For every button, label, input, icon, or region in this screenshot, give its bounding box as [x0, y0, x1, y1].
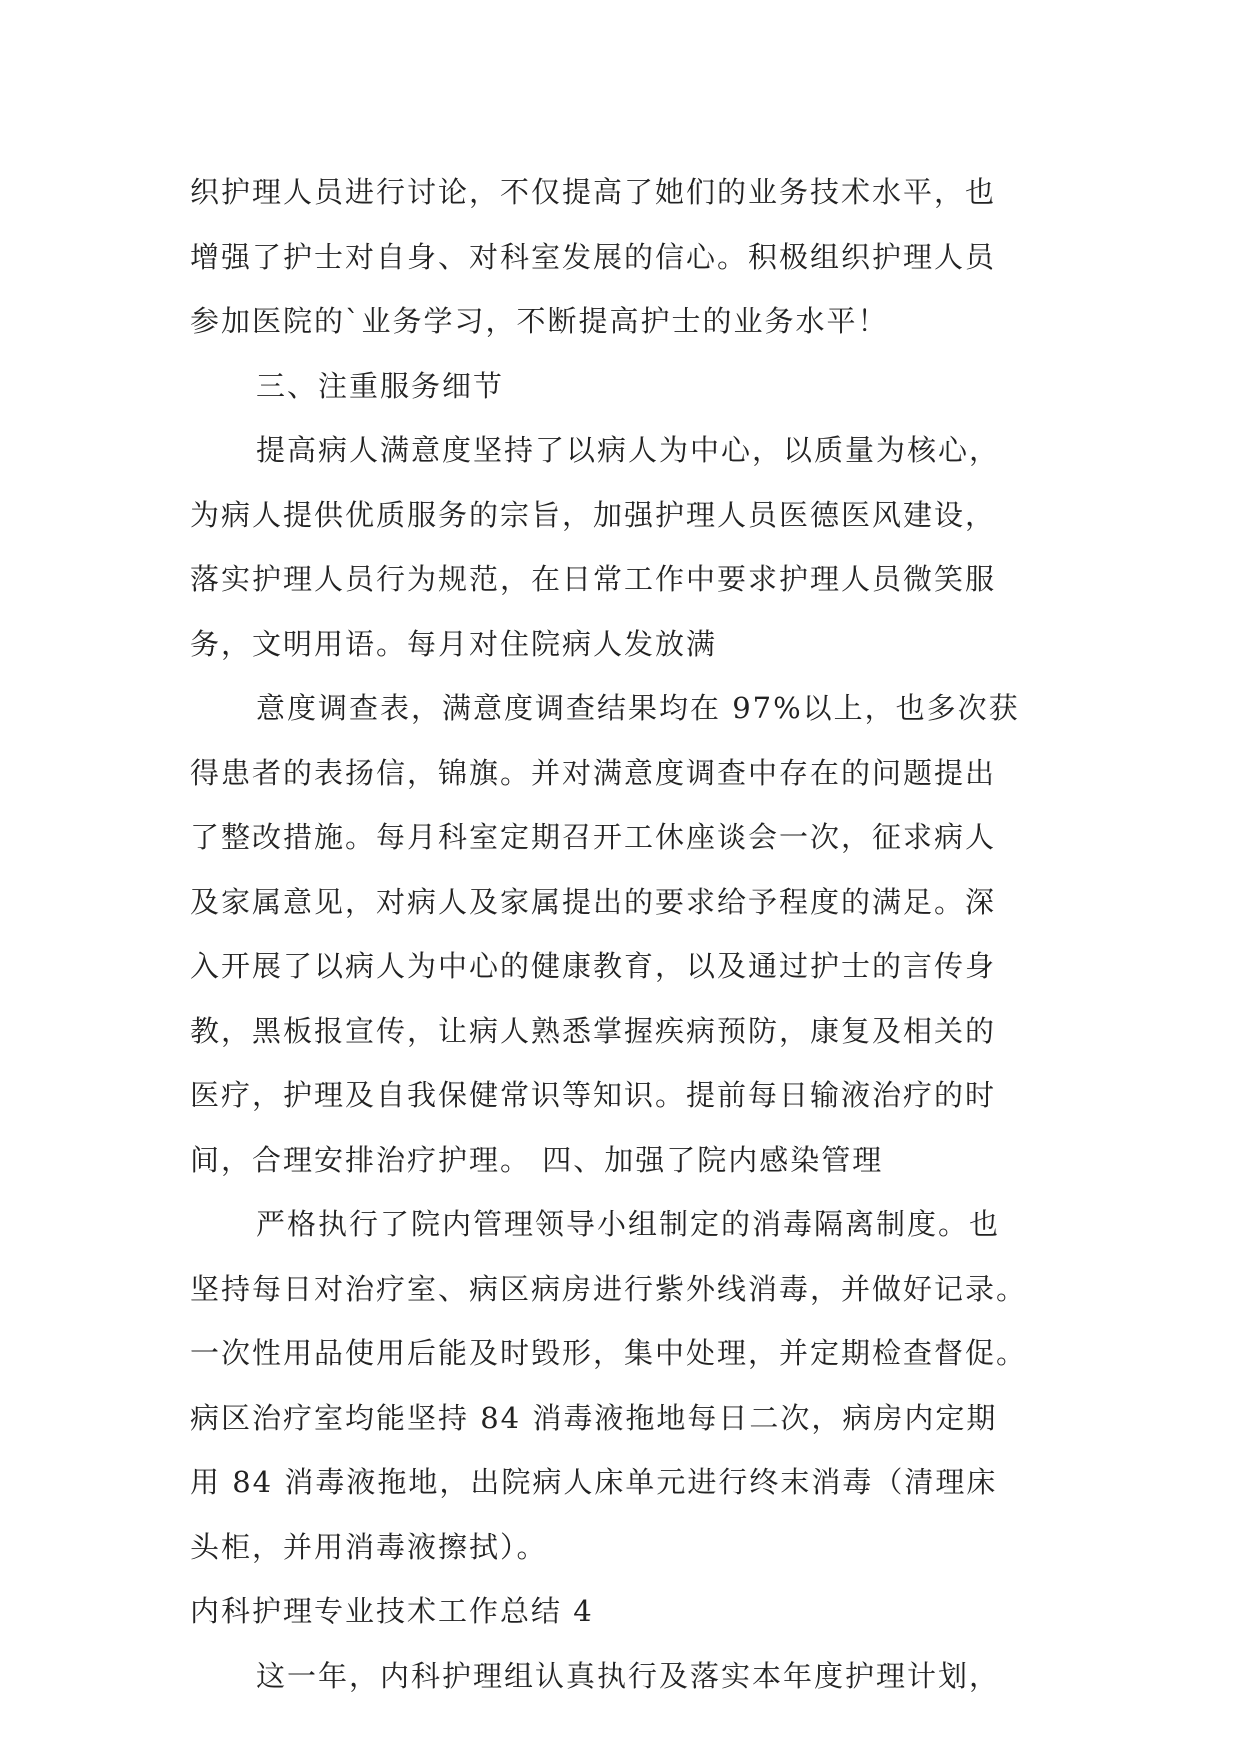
text-line: 病区治疗室均能坚持 84 消毒液拖地每日二次，病房内定期: [190, 1400, 998, 1435]
text-line: 严格执行了院内管理领导小组制定的消毒隔离制度。也: [256, 1207, 1001, 1241]
text-line: 务，文明用语。每月对住院病人发放满: [190, 626, 718, 661]
text-line: 入开展了以病人为中心的健康教育，以及通过护士的言传身: [190, 949, 997, 983]
text-line: 了整改措施。每月科室定期召开工休座谈会一次，征求病人: [190, 820, 997, 854]
text-line: 织护理人员进行讨论，不仅提高了她们的业务技术水平，也: [190, 175, 997, 209]
document-title: 内科护理专业技术工作总结 4: [190, 1594, 594, 1628]
text-line: 医疗，护理及自我保健常识等知识。提前每日输液治疗的时: [190, 1078, 997, 1112]
text-line: 意度调查表，满意度调查结果均在 97%以上，也多次获: [256, 691, 1020, 725]
text-line: 参加医院的`业务学习，不断提高护士的业务水平！: [190, 304, 889, 338]
text-line: 提高病人满意度坚持了以病人为中心，以质量为核心，: [256, 433, 1001, 467]
section-heading: 三、注重服务细节: [256, 368, 505, 403]
text-line: 为病人提供优质服务的宗旨，加强护理人员医德医风建设，: [190, 497, 997, 532]
text-line: 增强了护士对自身、对科室发展的信心。积极组织护理人员: [190, 239, 997, 274]
text-line: 间，合理安排治疗护理。 四、加强了院内感染管理: [190, 1142, 884, 1177]
text-line: 落实护理人员行为规范，在日常工作中要求护理人员微笑服: [190, 562, 997, 596]
text-line: 教，黑板报宣传，让病人熟悉掌握疾病预防，康复及相关的: [190, 1013, 997, 1048]
text-line: 及家属意见，对病人及家属提出的要求给予程度的满足。深: [190, 884, 997, 919]
text-line: 头柜，并用消毒液擦拭）。: [190, 1529, 548, 1564]
text-line: 一次性用品使用后能及时毁形，集中处理，并定期检查督促。: [190, 1336, 1028, 1370]
text-line: 用 84 消毒液拖地，出院病人床单元进行终末消毒（清理床: [190, 1465, 998, 1499]
text-line: 得患者的表扬信，锦旗。并对满意度调查中存在的问题提出: [190, 755, 997, 790]
text-line: 这一年，内科护理组认真执行及落实本年度护理计划，: [256, 1658, 1001, 1693]
text-line: 坚持每日对治疗室、病区病房进行紫外线消毒，并做好记录。: [190, 1271, 1028, 1306]
document-body: [190, 160, 1050, 1708]
